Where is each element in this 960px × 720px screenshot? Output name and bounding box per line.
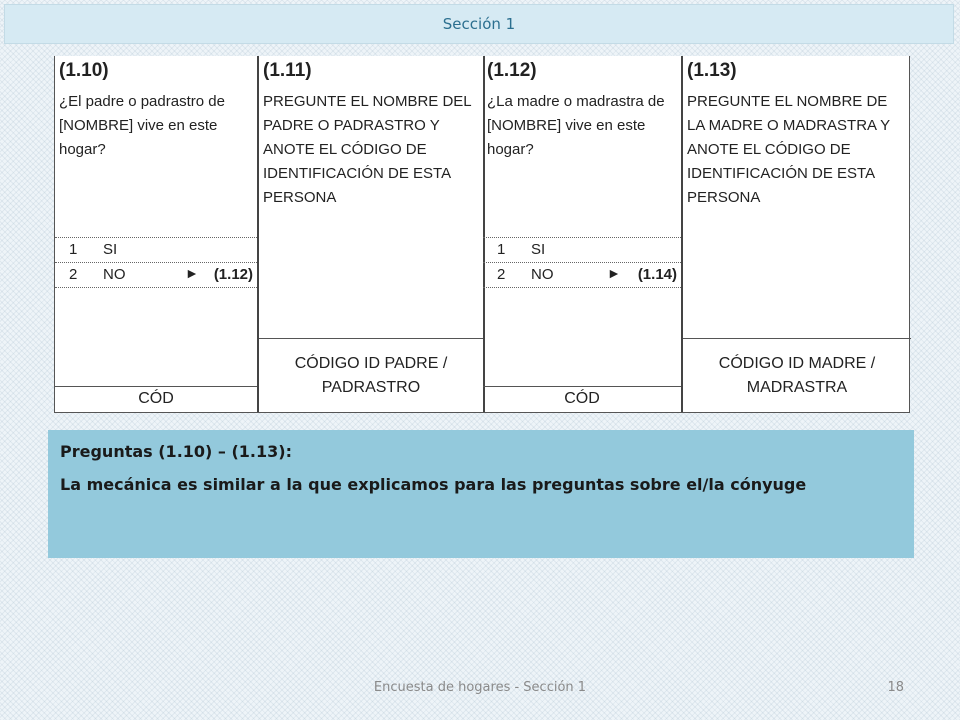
option-number: 2: [69, 266, 78, 283]
question-text: [59, 90, 225, 162]
question-line: ¿El padre o padrastro de: [59, 93, 225, 110]
question-text: [487, 90, 665, 162]
id-code-label: [259, 352, 483, 400]
question-line: hogar?: [59, 141, 106, 158]
option-number: 1: [497, 241, 506, 258]
explanation-body: La mecánica es similar a la que explicamos para las preguntas sobre el/la cónyuge: [60, 475, 807, 494]
question-line: IDENTIFICACIÓN DE ESTA: [687, 165, 876, 182]
footer-text: Encuesta de hogares - Sección 1: [373, 680, 587, 695]
option-si: [55, 238, 257, 260]
question-line: ¿La madre o madrastra de: [487, 93, 665, 110]
question-line: ANOTE EL CÓDIGO DE: [687, 141, 851, 158]
question-number: (1.11): [263, 60, 312, 81]
question-line: [NOMBRE] vive en este: [59, 117, 218, 134]
id-code-line: PADRASTRO: [321, 379, 421, 396]
question-line: PERSONA: [687, 189, 761, 206]
question-text: [687, 90, 890, 210]
option-label: NO: [103, 266, 126, 283]
question-1-12: [483, 56, 681, 412]
code-label: CÓD: [564, 390, 600, 407]
divider: [483, 386, 681, 387]
question-line: ANOTE EL CÓDIGO DE: [263, 141, 427, 158]
question-line: IDENTIFICACIÓN DE ESTA: [263, 165, 452, 182]
question-line: PREGUNTE EL NOMBRE DE: [687, 93, 888, 110]
option-no: [483, 263, 681, 285]
question-1-13: [681, 56, 911, 412]
divider: [55, 287, 257, 288]
option-number: 1: [69, 241, 78, 258]
skip-target: (1.12): [213, 266, 253, 283]
id-code-line: CÓDIGO ID PADRE /: [294, 355, 448, 372]
question-number: (1.13): [687, 60, 737, 81]
question-line: PADRE O PADRASTRO Y: [263, 117, 440, 134]
option-no: [55, 263, 257, 285]
explanation-box: [48, 430, 914, 558]
divider: [55, 386, 257, 387]
option-si: [483, 238, 681, 260]
option-label: NO: [531, 266, 554, 283]
question-line: PERSONA: [263, 189, 337, 206]
id-code-line: CÓDIGO ID MADRE /: [718, 355, 876, 372]
option-number: 2: [497, 266, 506, 283]
divider: [259, 338, 483, 339]
question-number: (1.12): [487, 60, 537, 81]
question-line: LA MADRE O MADRASTRA Y: [687, 117, 891, 134]
page-number: 18: [887, 680, 904, 695]
code-label: CÓD: [138, 390, 174, 407]
question-number: (1.10): [59, 60, 109, 81]
explanation-title: Preguntas (1.10) – (1.13):: [60, 442, 292, 461]
question-line: hogar?: [487, 141, 534, 158]
question-1-11: [257, 56, 485, 412]
divider: [483, 287, 681, 288]
question-line: [NOMBRE] vive en este: [487, 117, 646, 134]
questionnaire-form: [54, 56, 910, 413]
question-1-10: [55, 56, 257, 412]
skip-arrow-icon: ►: [607, 265, 621, 281]
id-code-line: MADRASTRA: [746, 379, 848, 396]
divider: [683, 338, 911, 339]
skip-target: (1.14): [637, 266, 677, 283]
slide-title: Sección 1: [442, 15, 516, 33]
option-label: SI: [103, 241, 118, 258]
question-text: [263, 90, 472, 210]
id-code-label: [683, 352, 911, 400]
skip-arrow-icon: ►: [185, 265, 199, 281]
question-line: PREGUNTE EL NOMBRE DEL: [263, 93, 472, 110]
option-label: SI: [531, 241, 546, 258]
slide-header: [4, 4, 954, 44]
